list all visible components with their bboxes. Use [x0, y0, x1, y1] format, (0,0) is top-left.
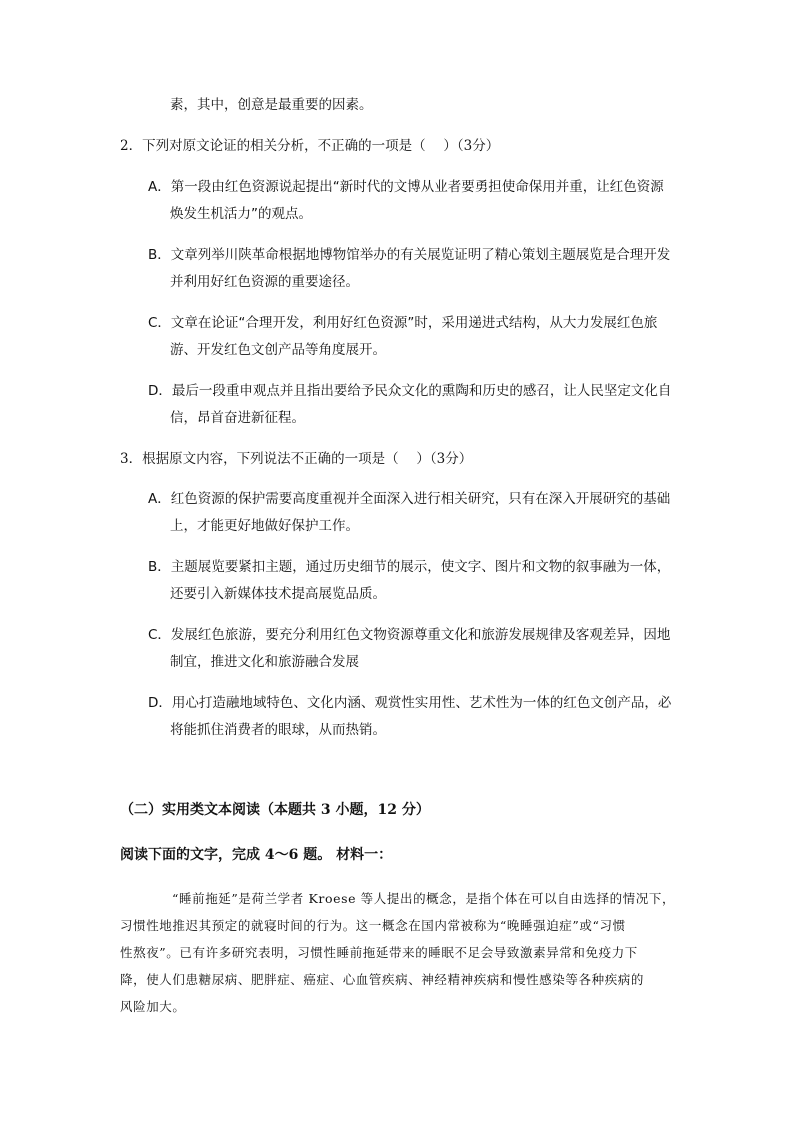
question-2-option-c-line-1: C．文章在论证“合理开发，利用好红色资源”时，采用递进式结构，从大力发展红色旅: [148, 315, 658, 331]
material-paragraph-line-4: 降，使人们患糖尿病、肥胖症、癌症、心血管疾病、神经精神疾病和慢性感染等各种疾病的: [120, 972, 645, 987]
material-paragraph-line-1: “睡前拖延”是荷兰学者 Kroese 等人提出的概念，是指个体在可以自由选择的情况下，: [172, 891, 676, 906]
section-heading: （二）实用类文本阅读（本题共 3 小题，12 分）: [120, 802, 430, 818]
question-3-option-c-line-2: 制宜，推进文化和旅游融合发展: [170, 654, 359, 670]
question-2-option-d-line-2: 信，昂首奋进新征程。: [170, 410, 305, 426]
question-3-option-c-line-1: C．发展红色旅游，要充分利用红色文物资源尊重文化和旅游发展规律及客观差异，因地: [148, 627, 671, 643]
question-2-option-b-line-1: B．文章列举川陕革命根据地博物馆举办的有关展览证明了精心策划主题展览是合理开发: [148, 247, 671, 263]
question-3-option-b-line-2: 还要引入新媒体技术提高展览品质。: [170, 586, 386, 602]
question-2-option-a-line-2: 焕发生机活力”的观点。: [170, 206, 312, 222]
question-2-option-a-line-1: A．第一段由红色资源说起提出“新时代的文博从业者要勇担使命保用并重，让红色资源: [148, 179, 664, 195]
material-paragraph-line-5: 风险加大。: [120, 999, 186, 1014]
continued-text-line: 素，其中，创意是最重要的因素。: [170, 97, 373, 113]
question-3-option-a-line-2: 上，才能更好地做好保护工作。: [170, 518, 359, 534]
material-paragraph-line-3: 性熬夜”。已有许多研究表明，习惯性睡前拖延带来的睡眠不足会导致激素异常和免疫力下: [120, 945, 638, 960]
question-3-option-d-line-1: D．用心打造融地域特色、文化内涵、观赏性实用性、艺术性为一体的红色文创产品，必: [148, 695, 672, 711]
question-2-option-c-line-2: 游、开发红色文创产品等角度展开。: [170, 342, 386, 358]
question-2-option-d-line-1: D．最后一段重申观点并且指出要给予民众文化的熏陶和历史的感召，让人民坚定文化自: [148, 383, 672, 399]
question-3-stem: 3．根据原文内容，下列说法不正确的一项是（ ）（3分）: [120, 451, 473, 467]
question-3-option-b-line-1: B．主题展览要紧扣主题，通过历史细节的展示，使文字、图片和文物的叙事融为一体，: [148, 559, 671, 575]
question-2-stem: 2．下列对原文论证的相关分析，不正确的一项是（ ）（3分）: [120, 138, 500, 154]
material-paragraph-line-2: 习惯性地推迟其预定的就寝时间的行为。这一概念在国内常被称为“晚睡强迫症”或“习惯: [120, 918, 626, 933]
question-2-option-b-line-2: 并利用好红色资源的重要途径。: [170, 274, 359, 290]
reading-instruction: 阅读下面的文字，完成 4～6 题。 材料一：: [120, 847, 393, 863]
question-3-option-a-line-1: A．红色资源的保护需要高度重视并全面深入进行相关研究，只有在深入开展研究的基础: [148, 491, 671, 507]
question-3-option-d-line-2: 将能抓住消费者的眼球，从而热销。: [170, 722, 386, 738]
